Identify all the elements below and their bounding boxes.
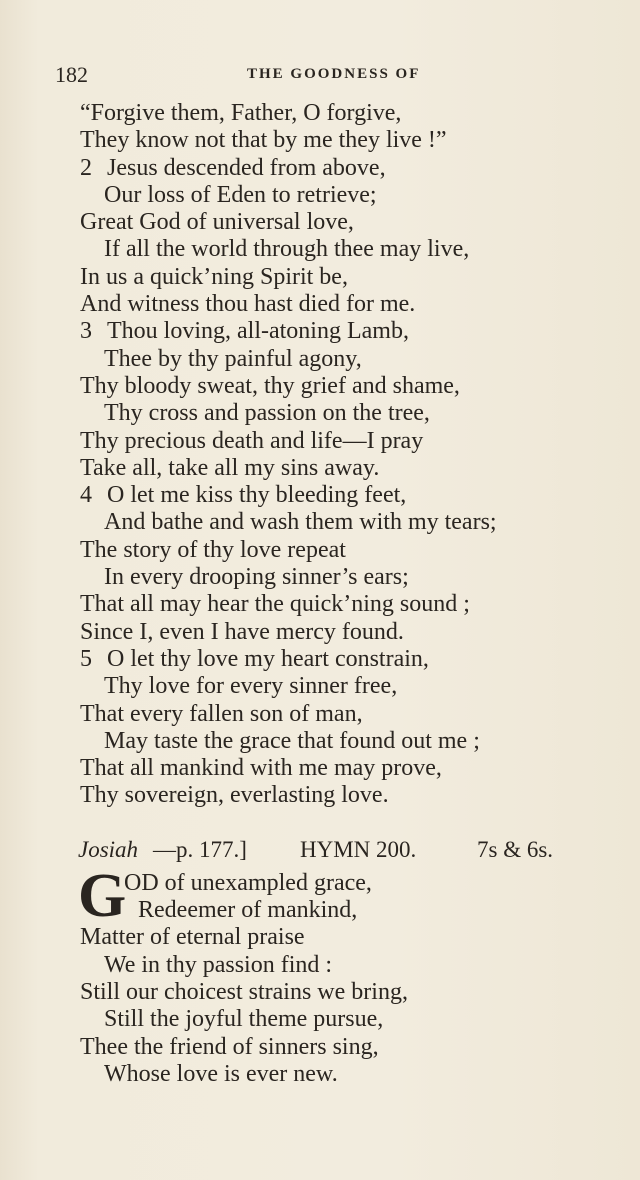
- verse-line: Our loss of Eden to retrieve;: [104, 181, 377, 208]
- verse-line: Redeemer of mankind,: [138, 897, 358, 924]
- hymn-text: [0, 100, 640, 1088]
- tune-reference: —p. 177.]: [153, 836, 247, 862]
- verse-line: 2 Jesus descended from above,: [80, 154, 386, 181]
- verse-line: Take all, take all my sins away.: [80, 454, 380, 481]
- stanza-number: 5: [80, 645, 92, 672]
- verse-line: “Forgive them, Father, O forgive,: [80, 100, 402, 126]
- stanza-number: 4: [80, 482, 92, 509]
- verse-line: Thee by thy painful agony,: [104, 345, 362, 372]
- verse-line: Great God of universal love,: [80, 209, 354, 236]
- hymn-number: HYMN 200.: [300, 836, 417, 862]
- verse-line: 5 O let thy love my heart constrain,: [80, 645, 429, 672]
- verse-line: That all may hear the quick’ning sound ;: [80, 591, 470, 618]
- verse-line: And bathe and wash them with my tears;: [104, 509, 497, 536]
- verse-line: Thy cross and passion on the tree,: [104, 400, 430, 427]
- verse-line: The story of thy love repeat: [80, 536, 346, 563]
- stanza-number: 3: [80, 318, 92, 345]
- verse-line: Thy bloody sweat, thy grief and shame,: [80, 372, 460, 399]
- drop-cap: G: [78, 861, 127, 930]
- verse-line: Since I, even I have mercy found.: [80, 618, 404, 645]
- verse-line: 4 O let me kiss thy bleeding feet,: [80, 482, 407, 509]
- section-gap: [0, 810, 640, 830]
- hymn-meter: 7s & 6s.: [477, 836, 554, 862]
- verse-line: May taste the grace that found out me ;: [104, 727, 480, 754]
- verse-line: In every drooping sinner’s ears;: [104, 564, 409, 591]
- verse-line: Thee the friend of sinners sing,: [80, 1033, 379, 1060]
- verse-line: They know not that by me they live !”: [80, 127, 447, 154]
- stanza-5: [0, 646, 640, 810]
- stanza-4: [0, 482, 640, 646]
- verse-line: 3 Thou loving, all-atoning Lamb,: [80, 318, 409, 345]
- stanza-number: 2: [80, 154, 92, 181]
- verse-line: We in thy passion find :: [104, 951, 333, 978]
- verse-line: Thy precious death and life—I pray: [80, 427, 424, 454]
- verse-line: Thy love for every sinner free,: [104, 673, 398, 700]
- tune-name: Josiah: [78, 836, 139, 862]
- page-number: 182: [55, 62, 88, 87]
- stanza-2: [0, 155, 640, 319]
- running-title: THE GOODNESS OF: [247, 66, 421, 82]
- verse-line: Still the joyful theme pursue,: [104, 1006, 384, 1033]
- verse-line: And witness thou hast died for me.: [80, 291, 416, 318]
- verse-line: That all mankind with me may prove,: [80, 755, 442, 782]
- verse-line: Thy sovereign, everlasting love.: [80, 782, 389, 809]
- verse-line: Whose love is ever new.: [104, 1060, 338, 1087]
- stanza-3: [0, 318, 640, 482]
- verse-line: Matter of eternal praise: [80, 924, 305, 951]
- verse-line: Still our choicest strains we bring,: [80, 978, 408, 1005]
- verse-line: That every fallen son of man,: [80, 700, 363, 727]
- running-head: [55, 62, 585, 92]
- verse-line: In us a quick’ning Spirit be,: [80, 263, 348, 290]
- first-line-text: OD of unexampled grace,: [124, 869, 372, 896]
- verse-line: If all the world through thee may live,: [104, 236, 470, 263]
